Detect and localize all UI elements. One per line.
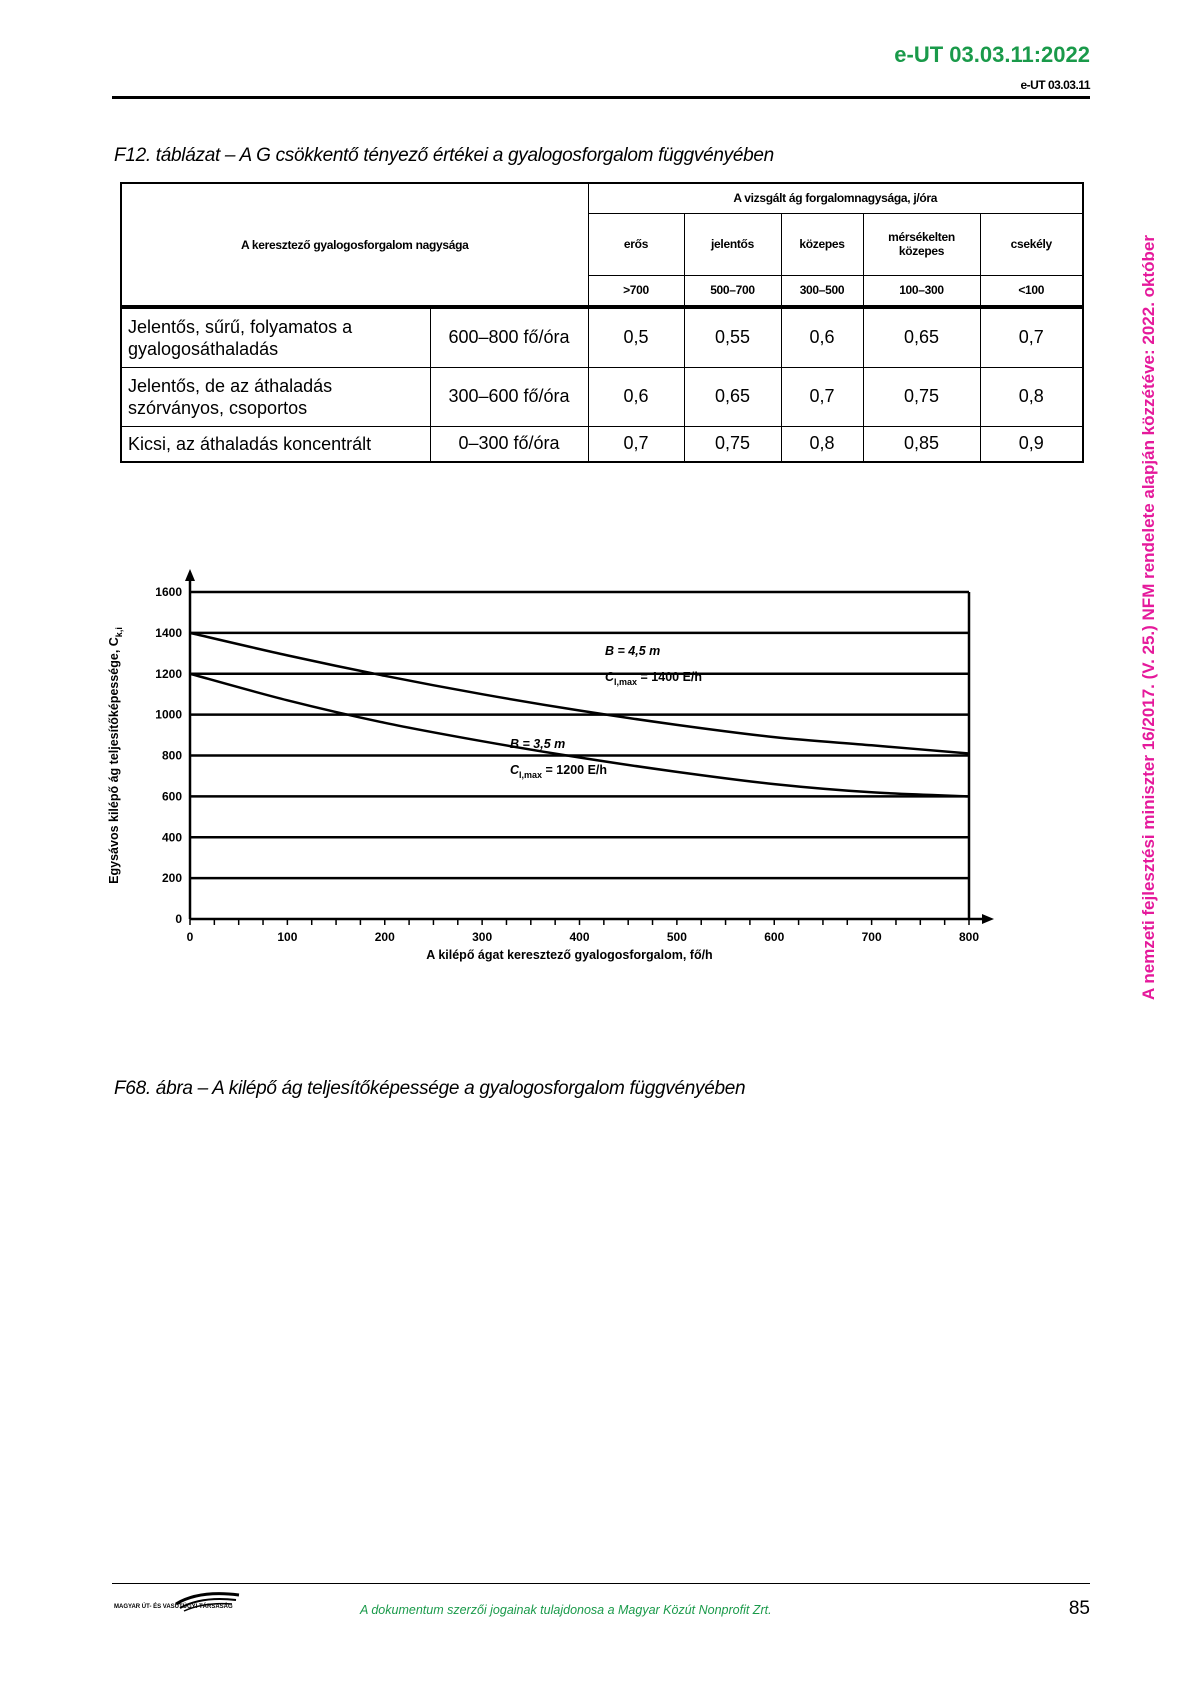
table-cell: 0,8 — [980, 367, 1083, 426]
y-tick-label: 800 — [161, 748, 182, 763]
table-cell: 0,5 — [588, 307, 684, 367]
side-note — [1136, 160, 1162, 1075]
y-tick-label: 600 — [161, 789, 182, 804]
column-label: erős — [588, 213, 684, 275]
x-tick-label: 500 — [666, 930, 687, 944]
series-annotation-capacity: $C_{l,max} = 1400$ E/h — [605, 670, 703, 687]
table-cell: 0,75 — [863, 367, 980, 426]
row-label: Kicsi, az áthaladás koncentrált — [121, 426, 430, 462]
column-label: jelentős — [684, 213, 781, 275]
series-line-2 — [190, 674, 969, 797]
x-tick-label: 100 — [277, 930, 298, 944]
series-annotation-capacity: $C_{l,max} = 1200$ E/h — [510, 763, 608, 780]
table-cell: 0,65 — [684, 367, 781, 426]
series-annotation-width: B = 4,5 m — [605, 644, 661, 658]
table-cell: 0,6 — [781, 307, 863, 367]
document-subcode: e-UT 03.03.11 — [1020, 78, 1090, 92]
series-annotation-width: B = 3,5 m — [510, 737, 566, 751]
figure-caption: F68. ábra – A kilépő ág teljesítőképessége a gyalogosforgalom függvényében — [114, 1078, 746, 1099]
y-tick-label: 200 — [161, 871, 182, 886]
document-code: e-UT 03.03.11:2022 — [894, 42, 1090, 67]
x-tick-label: 600 — [764, 930, 785, 944]
row-label: Jelentős, de az áthaladás szórványos, csoportos — [121, 367, 430, 426]
x-axis-label: A kilépő ágat keresztező gyalogosforgalom, fő/h — [426, 948, 713, 962]
x-tick-label: 300 — [472, 930, 493, 944]
table-row — [121, 426, 1083, 462]
table-row — [121, 307, 1083, 367]
column-range: <100 — [980, 275, 1083, 307]
table-cell: 0,6 — [588, 367, 684, 426]
x-tick-label: 200 — [374, 930, 395, 944]
capacity-chart — [100, 555, 1100, 1065]
column-label: közepes — [781, 213, 863, 275]
column-range: 100–300 — [863, 275, 980, 307]
y-tick-label: 1000 — [155, 707, 182, 722]
x-tick-label: 0 — [186, 930, 194, 944]
group-header: A vizsgált ág forgalomnagysága, j/óra — [588, 183, 1083, 213]
table-cell: 0,65 — [863, 307, 980, 367]
table-row — [121, 367, 1083, 426]
y-tick-label: 1200 — [155, 666, 182, 681]
y-tick-label: 1600 — [155, 585, 182, 599]
y-axis-arrow — [185, 569, 195, 581]
row-label: Jelentős, sűrű, folyamatos a gyalogosáthaladás — [121, 307, 430, 367]
page-number: 85 — [1068, 1598, 1090, 1619]
footer-rule — [112, 1583, 1090, 1584]
x-axis-arrow — [982, 914, 994, 924]
column-range: 500–700 — [684, 275, 781, 307]
society-logo-text: MAGYAR ÚT- ÉS VASÚTÜGYI TÁRSASÁG — [114, 1604, 233, 1610]
table-cell: 0,7 — [588, 426, 684, 462]
table-cell: 0,7 — [781, 367, 863, 426]
row-flow: 0–300 fő/óra — [430, 426, 588, 462]
y-tick-label: 1400 — [155, 625, 182, 640]
y-tick-label: 0 — [175, 912, 182, 926]
copyright-notice: A dokumentum szerzői jogainak tulajdonosa a Magyar Közút Nonprofit Zrt. — [360, 1603, 772, 1617]
row-flow: 600–800 fő/óra — [430, 307, 588, 367]
y-axis-label: Egysávos kilépő ág teljesítőképessége, $C_{k,i}$ — [107, 627, 124, 884]
column-label: mérsékelten közepes — [863, 213, 980, 275]
y-tick-label: 400 — [161, 830, 182, 845]
side-note-text: A nemzeti fejlesztési miniszter 16/2017. (V. 25.) NFM rendelete alapján közzétéve: 2022. október — [1139, 235, 1158, 1000]
table-cell: 0,85 — [863, 426, 980, 462]
row-header: A keresztező gyalogosforgalom nagysága — [121, 183, 588, 307]
reduction-factor-table — [120, 182, 1084, 463]
table-cell: 0,7 — [980, 307, 1083, 367]
table-cell: 0,55 — [684, 307, 781, 367]
row-flow: 300–600 fő/óra — [430, 367, 588, 426]
x-tick-label: 700 — [861, 930, 882, 944]
column-label: csekély — [980, 213, 1083, 275]
series-line-1 — [190, 633, 969, 754]
column-range: 300–500 — [781, 275, 863, 307]
capacity-chart-svg — [100, 555, 1100, 1065]
table-cell: 0,9 — [980, 426, 1083, 462]
x-tick-label: 400 — [569, 930, 590, 944]
table-caption: F12. táblázat – A G csökkentő tényező értékei a gyalogosforgalom függvényében — [114, 145, 774, 166]
table-cell: 0,8 — [781, 426, 863, 462]
table-cell: 0,75 — [684, 426, 781, 462]
column-range: >700 — [588, 275, 684, 307]
header-rule — [112, 96, 1090, 99]
x-tick-label: 800 — [958, 930, 980, 944]
